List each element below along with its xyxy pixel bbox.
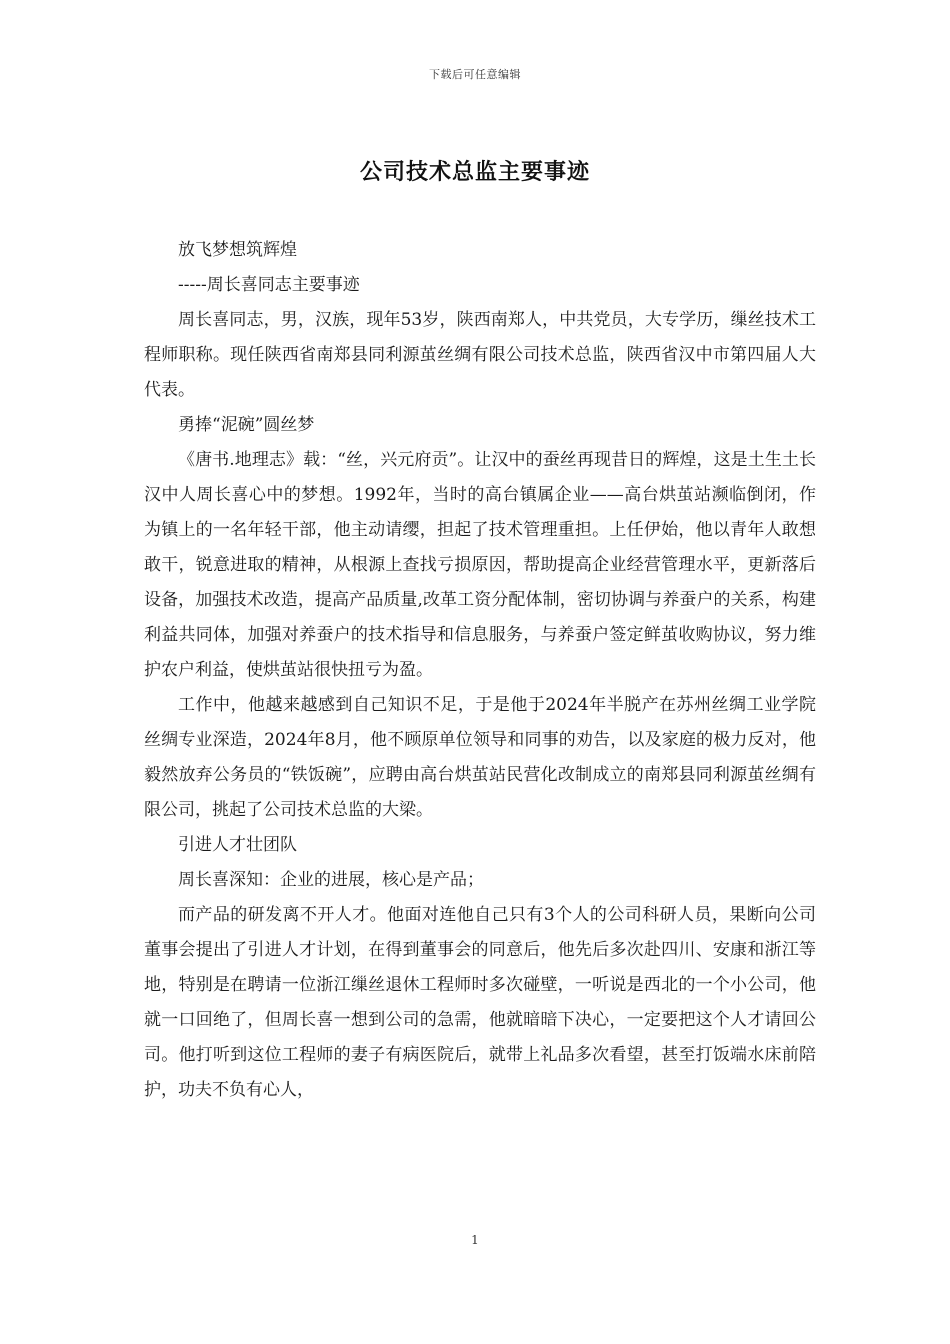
- paragraph-core: 周长喜深知：企业的进展，核心是产品；: [178, 870, 484, 890]
- paragraph-intro: 周长喜同志，男，汉族，现年53岁，陕西南郑人，中共党员，大专学历，缫丝技术工程师职称。现任陕西省南郑县同利源茧丝绸有限公司技术总监，陕西省汉中市第四届人大代表。: [144, 310, 816, 400]
- paragraph-study: 工作中，他越来越感到自己知识不足，于是他于2024年半脱产在苏州丝绸工业学院丝绸专业深造，2024年8月，他不顾原单位领导和同事的劝告，以及家庭的极力反对，他毅然放弃公务员的“铁饭碗”，应聘由高台烘茧站民营化改制成立的南郑县同利源茧丝绸有限公司，挑起了公司技术总监的大梁。: [144, 695, 816, 820]
- page-header-note: 下载后可任意编辑: [429, 68, 521, 81]
- paragraph-recruit: 而产品的研发离不开人才。他面对连他自己只有3个人的公司科研人员，果断向公司董事会提出了引进人才计划，在得到董事会的同意后，他先后多次赴四川、安康和浙江等地，特别是在聘请一位浙江缫丝退休工程师时多次碰壁，一听说是西北的一个小公司，他就一口回绝了，但周长喜一想到公司的急需，他就暗暗下决心，一定要把这个人才请回公司。他打听到这位工程师的妻子有病医院后，就带上礼品多次看望，甚至打饭端水床前陪护，功夫不负有心人，: [144, 905, 816, 1100]
- document-title: 公司技术总监主要事迹: [359, 160, 590, 185]
- paragraph-subtitle-line: -----周长喜同志主要事迹: [178, 275, 360, 295]
- section-heading-dream: 勇捧“泥碗”圆丝梦: [178, 415, 315, 435]
- paragraph-subtitle: 放飞梦想筑辉煌: [178, 240, 297, 260]
- page-number: 1: [471, 1233, 479, 1247]
- section-heading-talent: 引进人才壮团队: [178, 835, 297, 855]
- document-body: [144, 233, 816, 1108]
- paragraph-history: 《唐书.地理志》载：“丝，兴元府贡”。让汉中的蚕丝再现昔日的辉煌，这是土生土长汉中人周长喜心中的梦想。1992年，当时的高台镇属企业——高台烘茧站濒临倒闭，作为镇上的一名年轻干部，他主动请缨，担起了技术管理重担。上任伊始，他以青年人敢想敢干，锐意进取的精神，从根源上查找亏损原因，帮助提高企业经营管理水平，更新落后设备，加强技术改造，提高产品质量,改革工资分配体制，密切协调与养蚕户的关系，构建利益共同体，加强对养蚕户的技术指导和信息服务，与养蚕户签定鲜茧收购协议，努力维护农户利益，使烘茧站很快扭亏为盈。: [144, 450, 816, 680]
